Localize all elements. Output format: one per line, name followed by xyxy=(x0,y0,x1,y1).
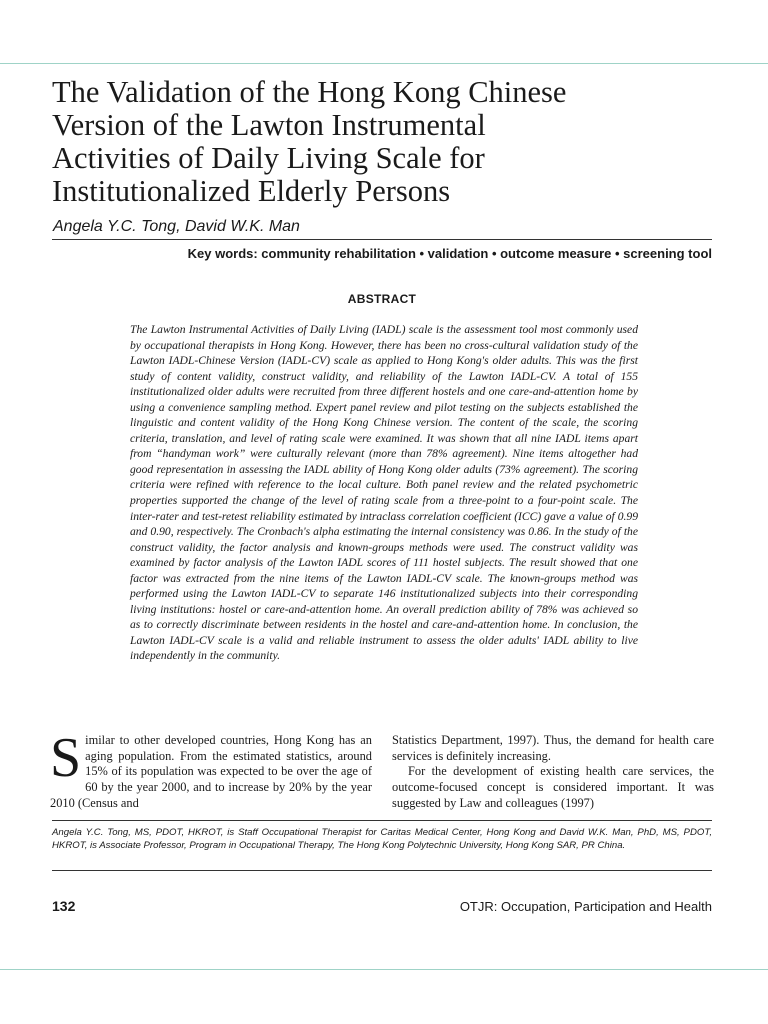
body-column-right xyxy=(392,733,714,812)
authors: Angela Y.C. Tong, David W.K. Man xyxy=(53,218,300,235)
journal-name: OTJR: Occupation, Participation and Health xyxy=(459,899,712,914)
title-line: Activities of Daily Living Scale for xyxy=(52,141,485,175)
author-footnote: Angela Y.C. Tong, MS, PDOT, HKROT, is Staff Occupational Therapist for Caritas Medical Center, Hong Kong and David W.K. Man, PhD, MS, PDOT, HKROT, is Associate Professor, Program in Occupational Therapy, The Hong Kong Polytechnic University, Hong Kong SAR, PR China. xyxy=(52,827,712,852)
top-rule xyxy=(0,63,768,64)
title-line: Version of the Lawton Instrumental xyxy=(52,108,486,142)
divider xyxy=(52,239,712,240)
drop-cap: S xyxy=(50,727,82,789)
title-line: Institutionalized Elderly Persons xyxy=(52,174,451,208)
page-number: 132 xyxy=(52,898,76,914)
article-title xyxy=(52,76,732,208)
keywords: Key words: community rehabilitation • validation • outcome measure • screening tool xyxy=(187,246,712,261)
abstract-text: The Lawton Instrumental Activities of Daily Living (IADL) scale is the assessment tool most commonly used by occupational therapists in Hong Kong. However, there has been no cross-cultural validation study of the Lawton IADL-Chinese Version (IADL-CV) scale as applied to Hong Kong's older adults. This was the first study of content validity, construct validity, and reliability of the Lawton IADL-CV. A total of 155 institutionalized older adults were recruited from three different hostels and one care-and-attention home by using a convenience sampling method. Expert panel review and pilot testing on the subjects established the linguistic and content validity of the Hong Kong Chinese version. The content of the scale, the scoring criteria, translation, and level of rating scale were examined. It was shown that all nine IADL items apart from “handyman work” were culturally relevant (more than 78% agreement). Nine items altogether had good representation in assessing the IADL ability of Hong Kong older adults (73% agreement). The scoring criteria were refined with reference to the local culture. Both panel review and the related psychometric properties supported the change of the level of rating scale from a three-point to a four-point scale. The inter-rater and test-retest reliability estimated by intraclass correlation coefficient (ICC) gave a value of 0.99 and 0.90, respectively. The Cronbach's alpha estimating the internal consistency was 0.86. In the study of the construct validity, the factor analysis and known-groups methods were used. The construct validity was examined by factor analysis of the Lawton IADL scores of 111 hostel subjects. The result showed that one factor was extracted from the nine items of the Lawton IADL-CV scale. The known-groups method was performed using the Lawton IADL-CV to separate 146 institutionalized subjects into their corresponding living institutions: hostel or care-and-attention home. An overall prediction ability of 78% was achieved so as to correctly discriminate between residents in the hostel and care-and-attention home. In conclusion, the Lawton IADL-CV scale is a valid and reliable instrument to assess the older adults' IADL ability to live independently in the community. xyxy=(130,323,638,663)
divider xyxy=(52,870,712,871)
body-paragraph: Statistics Department, 1997). Thus, the demand for health care services is definitely increasing. xyxy=(392,733,714,763)
abstract-heading: ABSTRACT xyxy=(347,292,417,306)
title-line: The Validation of the Hong Kong Chinese xyxy=(52,75,567,109)
body-column-left xyxy=(50,727,372,812)
body-paragraph: For the development of existing health care services, the outcome-focused concept is considered important. It was suggested by Law and colleagues (1997) xyxy=(392,764,714,810)
bottom-rule xyxy=(0,969,768,970)
body-text-left: imilar to other developed countries, Hong Kong has an aging population. From the estimated statistics, around 15% of its population was expected to be over the age of 60 by the year 2000, and to increase by 20% by the year 2010 (Census and xyxy=(50,733,372,810)
divider xyxy=(52,820,712,821)
